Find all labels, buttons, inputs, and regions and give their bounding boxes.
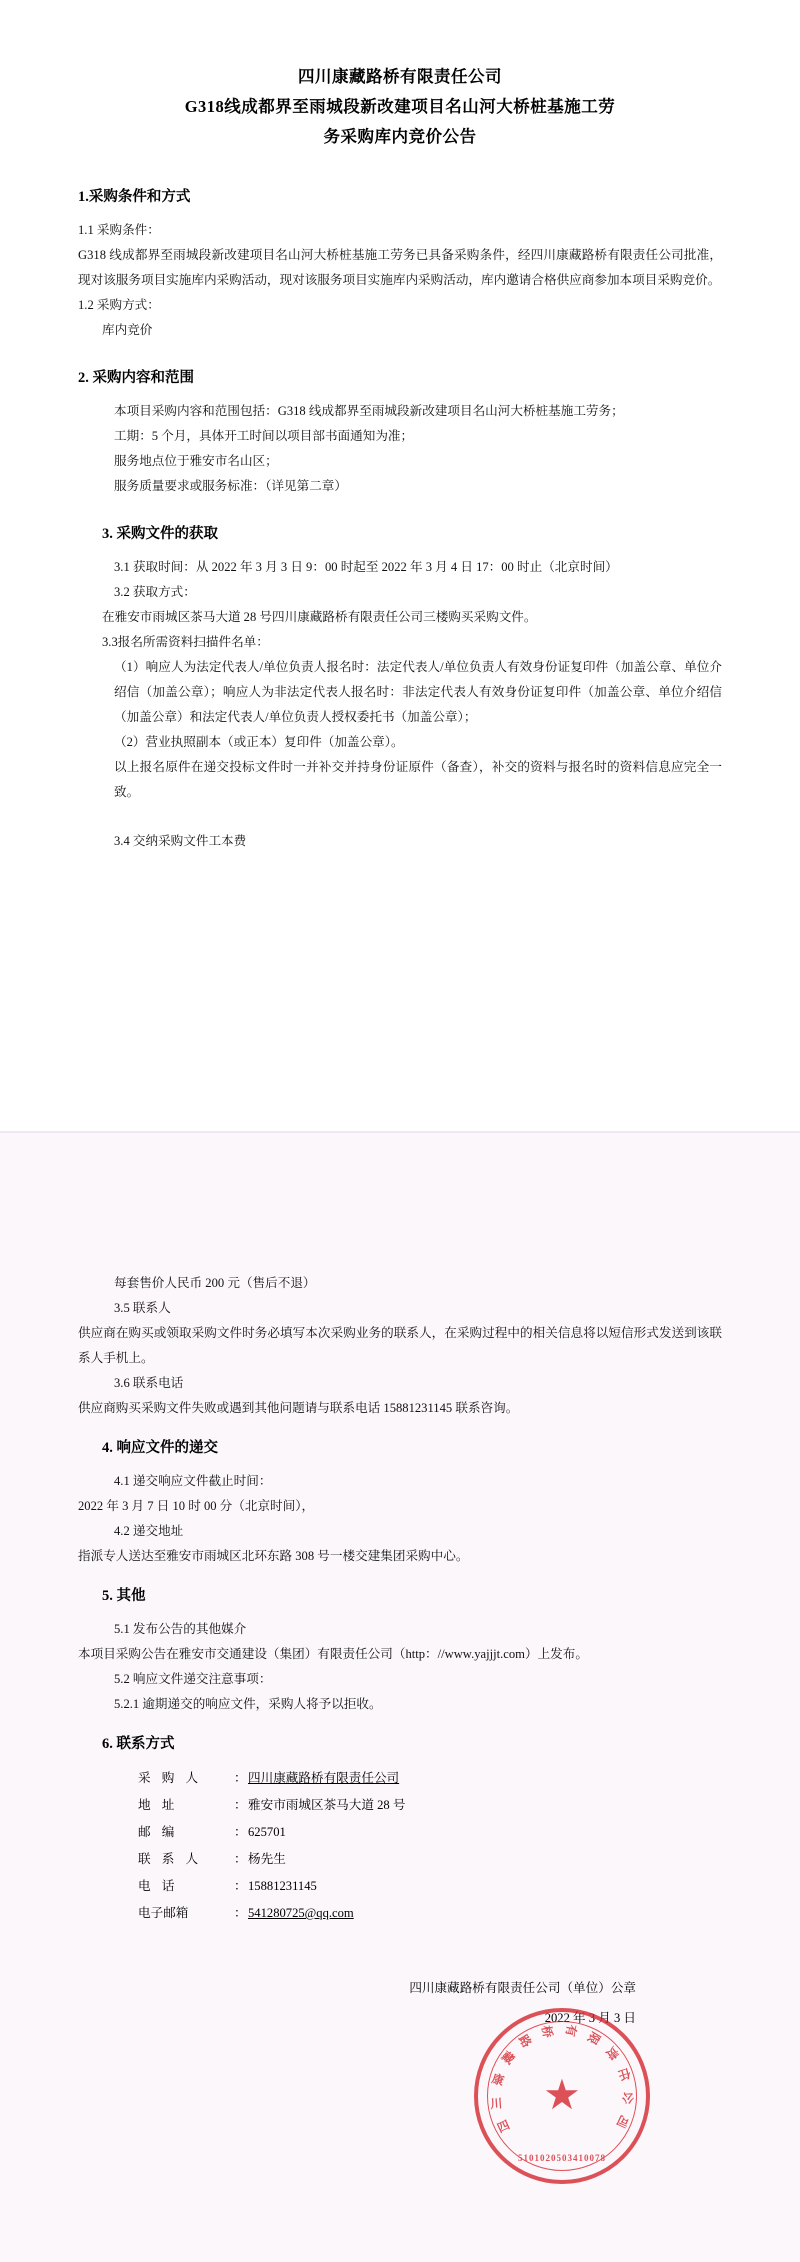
contact-phone-label: 3.6 联系电话	[114, 1376, 184, 1390]
section-3-method-label: 3.2 获取方式：	[114, 585, 196, 599]
page-divider	[0, 1131, 800, 1133]
company-seal-stamp	[474, 2008, 650, 2184]
document-page-2	[0, 1131, 800, 2262]
section-heading-1: 1.采购条件和方式	[78, 189, 191, 205]
submission-notes-label: 5.2 响应文件递交注意事项：	[114, 1672, 272, 1686]
submission-notes-item: 5.2.1 逾期递交的响应文件，采购人将予以拒收。	[114, 1697, 382, 1711]
section-3-method-body: 在雅安市雨城区茶马大道 28 号四川康藏路桥有限责任公司三楼购买采购文件。	[102, 610, 537, 624]
section-1-body-1: G318 线成都界至雨城段新改建项目名山河大桥桩基施工劳务已具备采购条件，经四川康藏路桥有限责任公司批准，现对该服务项目实施库内采购活动，现对该服务项目实施库内采购活动，库内邀请合格供应商参加本项目采购竞价。	[78, 248, 722, 287]
contact-person-body: 供应商在购买或领取采购文件时务必填写本次采购业务的联系人，在采购过程中的相关信息将以短信形式发送到该联系人手机上。	[78, 1326, 722, 1365]
contact-row	[138, 1819, 722, 1846]
contact-person-label: 3.5 联系人	[114, 1301, 171, 1315]
contact-label-purchaser: 采 购 人	[138, 1771, 203, 1785]
seal-code: 5101020503410078	[518, 2153, 606, 2163]
seal-star-icon: ★	[543, 2073, 581, 2119]
section-1-sub-2: 1.2 采购方式：	[78, 298, 160, 312]
section-3-material-1: （1）响应人为法定代表人/单位负责人报名时：法定代表人/单位负责人有效身份证复印件（加盖公章、单位介绍信（加盖公章）；响应人为非法定代表人报名时：非法定代表人有效身份证复印件（加盖公章、单位介绍信（加盖公章）和法定代表人/单位负责人授权委托书（加盖公章）；	[114, 660, 722, 724]
contact-colon: ：	[234, 1879, 247, 1893]
contact-label-address: 地 址	[138, 1798, 179, 1812]
section-2-quality: 服务质量要求或服务标准：（详见第二章）	[114, 479, 347, 493]
section-3-material-2: （2）营业执照副本（或正本）复印件（加盖公章）。	[114, 735, 404, 749]
contact-colon: ：	[234, 1771, 247, 1785]
section-heading-4: 4. 响应文件的递交	[102, 1440, 218, 1456]
submission-address-label: 4.2 递交地址	[114, 1524, 184, 1538]
contact-info-table	[78, 1765, 722, 1927]
contact-row	[138, 1792, 722, 1819]
title-line-1: 四川康藏路桥有限责任公司	[298, 67, 502, 86]
section-1-sub-1: 1.1 采购条件：	[78, 223, 160, 237]
section-heading-2: 2. 采购内容和范围	[78, 370, 194, 386]
section-3-material-note: 以上报名原件在递交投标文件时一并补交并持身份证原件（备查），补交的资料与报名时的资料信息应完全一致。	[114, 760, 722, 799]
signature-org: 四川康藏路桥有限责任公司（单位）公章	[409, 1981, 636, 1995]
contact-colon: ：	[234, 1906, 247, 1920]
section-heading-5: 5. 其他	[102, 1588, 146, 1604]
contact-label-postcode: 邮 编	[138, 1825, 179, 1839]
contact-row	[138, 1900, 722, 1927]
other-media-body: 本项目采购公告在雅安市交通建设（集团）有限责任公司（http：//www.yajjjt.com）上发布。	[78, 1647, 588, 1661]
contact-label-telephone: 电 话	[138, 1879, 179, 1893]
contact-value-person: 杨先生	[248, 1852, 286, 1866]
section-heading-6: 6. 联系方式	[102, 1736, 175, 1752]
section-1-method: 库内竞价	[102, 323, 153, 337]
contact-value-purchaser: 四川康藏路桥有限责任公司	[248, 1771, 400, 1785]
signature-block	[78, 1973, 722, 2033]
contact-value-telephone: 15881231145	[248, 1879, 317, 1893]
contact-colon: ：	[234, 1825, 247, 1839]
section-2-location: 服务地点位于雅安市名山区；	[114, 454, 278, 468]
section-3-fee: 3.4 交纳采购文件工本费	[114, 834, 247, 848]
contact-value-address: 雅安市雨城区茶马大道 28 号	[248, 1798, 406, 1812]
submission-deadline-label: 4.1 递交响应文件截止时间：	[114, 1474, 272, 1488]
contact-phone-body: 供应商购买采购文件失败或遇到其他问题请与联系电话 15881231145 联系咨询。	[78, 1401, 519, 1415]
section-3-materials-label: 3.3报名所需资料扫描件名单：	[102, 635, 269, 649]
contact-row	[138, 1846, 722, 1873]
contact-value-postcode: 625701	[248, 1825, 286, 1839]
submission-address-value: 指派专人送达至雅安市雨城区北环东路 308 号一楼交建集团采购中心。	[78, 1549, 469, 1563]
contact-label-email: 电子邮箱	[138, 1906, 189, 1920]
section-heading-3: 3. 采购文件的获取	[102, 526, 218, 542]
seal-arc-text: 四 川 康 藏 路 桥 有 限 责 任 公 司	[489, 2023, 635, 2136]
seal-inner-ring	[487, 2021, 637, 2171]
contact-label-person: 联 系 人	[138, 1852, 203, 1866]
section-3-time: 3.1 获取时间：从 2022 年 3 月 3 日 9：00 时起至 2022 年 3 月 4 日 17：00 时止（北京时间）	[114, 560, 618, 574]
section-2-duration: 工期：5 个月，具体开工时间以项目部书面通知为准；	[114, 429, 414, 443]
contact-row	[138, 1765, 722, 1792]
section-2-scope: 本项目采购内容和范围包括：G318 线成都界至雨城段新改建项目名山河大桥桩基施工劳务；	[114, 404, 624, 418]
title-line-3: 务采购库内竞价公告	[323, 127, 477, 146]
contact-row	[138, 1873, 722, 1900]
contact-colon: ：	[234, 1798, 247, 1812]
fee-amount: 每套售价人民币 200 元（售后不退）	[114, 1276, 316, 1290]
contact-value-email[interactable]: 541280725@qq.com	[248, 1906, 354, 1920]
title-line-2: G318线成都界至雨城段新改建项目名山河大桥桩基施工劳	[184, 97, 616, 116]
contact-colon: ：	[234, 1852, 247, 1866]
other-media-label: 5.1 发布公告的其他媒介	[114, 1622, 247, 1636]
submission-deadline-value: 2022 年 3 月 7 日 10 时 00 分（北京时间），	[78, 1499, 315, 1513]
signature-date: 2022 年 3 月 3 日	[544, 2011, 636, 2025]
document-title	[78, 0, 722, 152]
